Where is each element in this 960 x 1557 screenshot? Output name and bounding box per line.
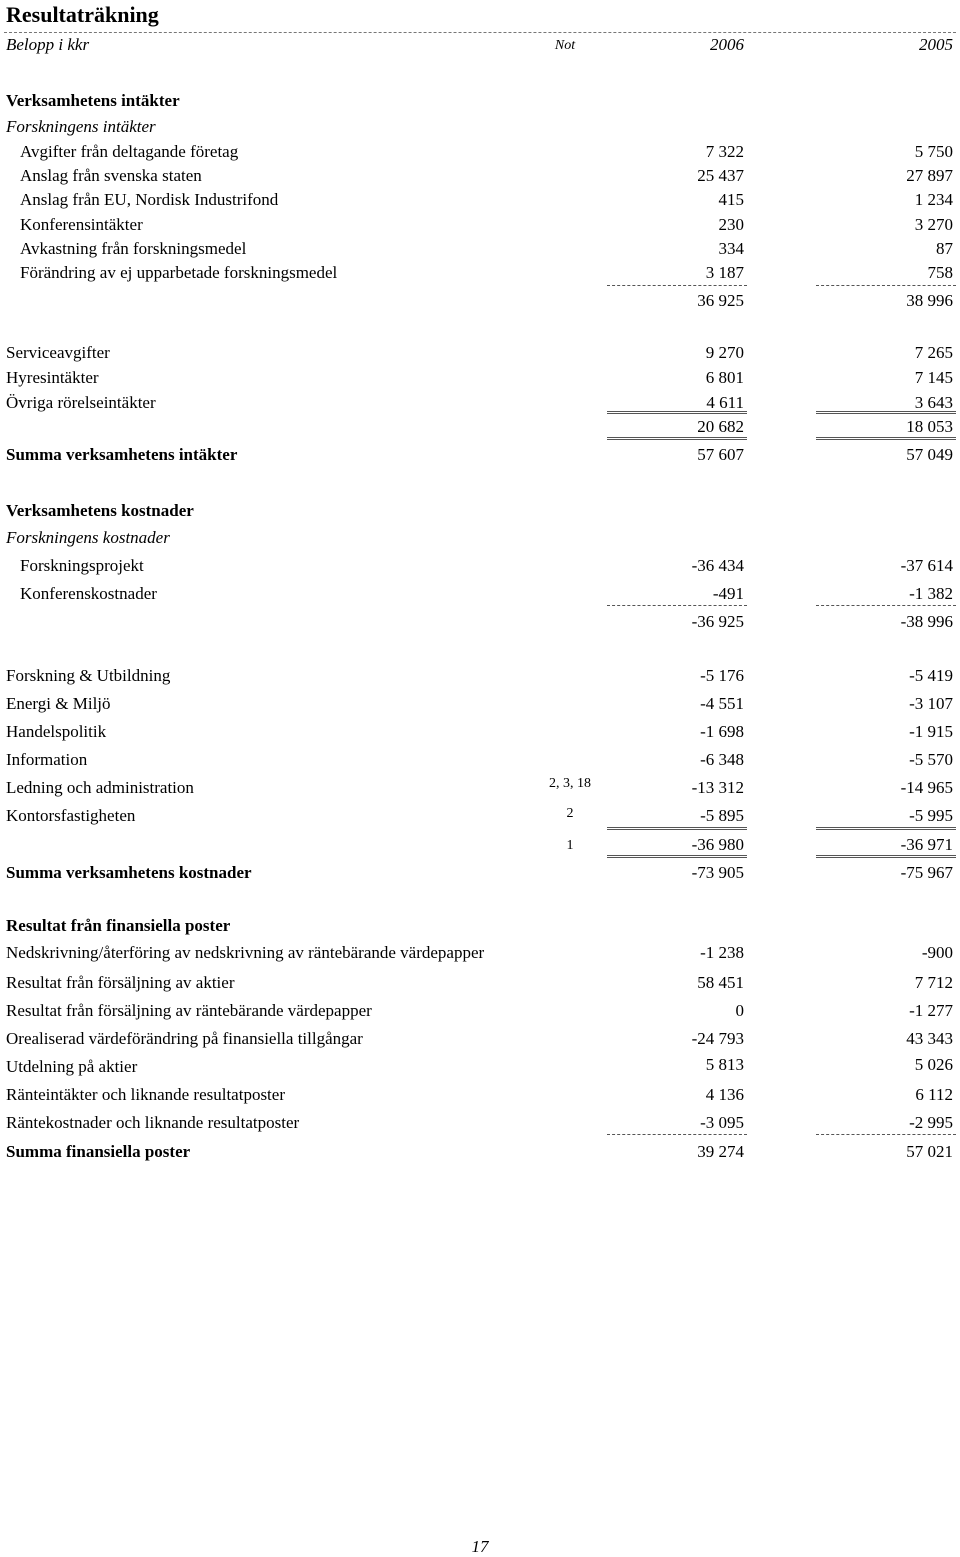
value-2006: -5 895 — [700, 806, 744, 825]
value-2005: -900 — [921, 943, 953, 962]
row-label: Ränteintäkter och liknande resultatposter — [6, 1085, 285, 1104]
total-label: Summa verksamhetens intäkter — [6, 445, 238, 464]
subtotal-rule — [607, 437, 747, 440]
subtotal-rule — [816, 437, 956, 440]
total-2005: 57 049 — [906, 445, 953, 464]
row-label: Forskningsprojekt — [20, 556, 144, 575]
subtotal-2005: -38 996 — [900, 612, 953, 631]
value-2005: 5 026 — [914, 1055, 953, 1074]
subtotal-rule — [816, 285, 956, 286]
value-2006: 7 322 — [705, 142, 744, 161]
subtotal-rule — [816, 411, 956, 414]
subtotal-rule — [816, 605, 956, 606]
year-2005-header: 2005 — [919, 35, 953, 54]
total-label: Summa verksamhetens kostnader — [6, 863, 252, 882]
value-2005: -5 419 — [909, 666, 953, 685]
total-2006: 39 274 — [697, 1142, 744, 1161]
row-label: Information — [6, 750, 88, 769]
row-label: Ledning och administration — [6, 778, 194, 797]
total-2005: 57 021 — [906, 1142, 953, 1161]
row-label: Räntekostnader och liknande resultatposter — [6, 1113, 300, 1132]
subtotal-rule — [607, 1134, 747, 1135]
value-2005: -1 277 — [909, 1001, 953, 1020]
value-2005: -1 915 — [909, 722, 953, 741]
value-2005: 7 265 — [914, 343, 953, 362]
total-label: Summa finansiella poster — [6, 1142, 191, 1161]
row-label: Energi & Miljö — [6, 694, 111, 713]
value-2005: 3 270 — [914, 215, 953, 234]
value-2005: -2 995 — [909, 1113, 953, 1132]
value-2006: 0 — [735, 1001, 744, 1020]
research-costs-subheading: Forskningens kostnader — [6, 528, 170, 547]
row-label: Resultat från försäljning av aktier — [6, 973, 235, 992]
value-2006: -5 176 — [700, 666, 744, 685]
row-label: Serviceavgifter — [6, 343, 110, 362]
value-2006: -1 698 — [700, 722, 744, 741]
value-2006: 9 270 — [705, 343, 744, 362]
value-2005: 1 234 — [914, 190, 953, 209]
research-income-subheading: Forskningens intäkter — [6, 117, 156, 136]
subtotal-2006: -36 980 — [691, 835, 744, 854]
note-reference: 1 — [566, 838, 574, 853]
value-2006: 4 611 — [706, 393, 744, 412]
value-2006: 5 813 — [705, 1055, 744, 1074]
value-2006: -4 551 — [700, 694, 744, 713]
row-label: Kontorsfastigheten — [6, 806, 136, 825]
value-2006: 3 187 — [705, 263, 744, 282]
value-2005: 6 112 — [915, 1085, 953, 1104]
note-reference: 2 — [566, 806, 574, 821]
value-2006: -6 348 — [700, 750, 744, 769]
row-label: Avkastning från forskningsmedel — [20, 239, 247, 258]
value-2005: -5 995 — [909, 806, 953, 825]
value-2006: 25 437 — [697, 166, 744, 185]
value-2006: 334 — [718, 239, 744, 258]
total-2005: -75 967 — [900, 863, 953, 882]
row-label: Avgifter från deltagande företag — [20, 142, 239, 161]
row-label: Konferenskostnader — [20, 584, 157, 603]
value-2006: -3 095 — [700, 1113, 744, 1132]
row-label: Anslag från EU, Nordisk Industrifond — [20, 190, 279, 209]
financial-heading: Resultat från finansiella poster — [6, 916, 231, 935]
value-2005: 7 712 — [914, 973, 953, 992]
value-2005: 5 750 — [914, 142, 953, 161]
subtotal-2006: 20 682 — [697, 417, 744, 436]
value-2005: 3 643 — [914, 393, 953, 412]
subtotal-2005: -36 971 — [900, 835, 953, 854]
note-column-header: Not — [554, 38, 576, 53]
value-2005: -5 570 — [909, 750, 953, 769]
income-heading: Verksamhetens intäkter — [6, 91, 180, 110]
row-label: Anslag från svenska staten — [20, 166, 202, 185]
subtotal-rule — [607, 827, 747, 830]
unit-label: Belopp i kkr — [6, 35, 90, 54]
row-label: Övriga rörelseintäkter — [6, 393, 156, 412]
row-label: Förändring av ej upparbetade forskningsmedel — [20, 263, 338, 282]
value-2005: 7 145 — [914, 368, 953, 387]
value-2005: -3 107 — [909, 694, 953, 713]
row-label: Hyresintäkter — [6, 368, 99, 387]
value-2005: 43 343 — [906, 1029, 953, 1048]
subtotal-rule — [607, 605, 747, 606]
value-2005: 758 — [927, 263, 953, 282]
subtotal-2006: -36 925 — [691, 612, 744, 631]
subtotal-rule — [607, 285, 747, 286]
subtotal-2005: 18 053 — [906, 417, 953, 436]
subtotal-2006: 36 925 — [697, 291, 744, 310]
subtotal-rule — [816, 827, 956, 830]
subtotal-2005: 38 996 — [906, 291, 953, 310]
value-2005: 27 897 — [906, 166, 953, 185]
value-2006: -24 793 — [691, 1029, 744, 1048]
header-rule — [4, 32, 956, 33]
note-reference: 2, 3, 18 — [549, 776, 591, 791]
row-label: Orealiserad värdeförändring på finansiella tillgångar — [6, 1029, 363, 1048]
page-number: 17 — [471, 1537, 489, 1556]
value-2006: -36 434 — [691, 556, 744, 575]
subtotal-rule — [607, 411, 747, 414]
page-title: Resultaträkning — [6, 2, 159, 27]
value-2005: -37 614 — [900, 556, 953, 575]
year-2006-header: 2006 — [710, 35, 744, 54]
row-label: Utdelning på aktier — [6, 1057, 138, 1076]
value-2006: -13 312 — [691, 778, 744, 797]
value-2006: 230 — [718, 215, 744, 234]
row-label: Handelspolitik — [6, 722, 107, 741]
value-2005: -1 382 — [909, 584, 953, 603]
subtotal-rule — [816, 855, 956, 858]
value-2006: 4 136 — [705, 1085, 744, 1104]
value-2006: 58 451 — [697, 973, 744, 992]
row-label: Nedskrivning/återföring av nedskrivning av räntebärande värdepapper — [6, 943, 485, 962]
total-2006: -73 905 — [691, 863, 744, 882]
row-label: Resultat från försäljning av räntebärande värdepapper — [6, 1001, 372, 1020]
value-2006: -491 — [712, 584, 744, 603]
costs-heading: Verksamhetens kostnader — [6, 501, 194, 520]
value-2005: 87 — [936, 239, 953, 258]
value-2005: -14 965 — [900, 778, 953, 797]
row-label: Forskning & Utbildning — [6, 666, 171, 685]
total-2006: 57 607 — [697, 445, 744, 464]
subtotal-rule — [607, 855, 747, 858]
value-2006: -1 238 — [700, 943, 744, 962]
value-2006: 415 — [718, 190, 744, 209]
row-label: Konferensintäkter — [20, 215, 143, 234]
subtotal-rule — [816, 1134, 956, 1135]
value-2006: 6 801 — [705, 368, 744, 387]
